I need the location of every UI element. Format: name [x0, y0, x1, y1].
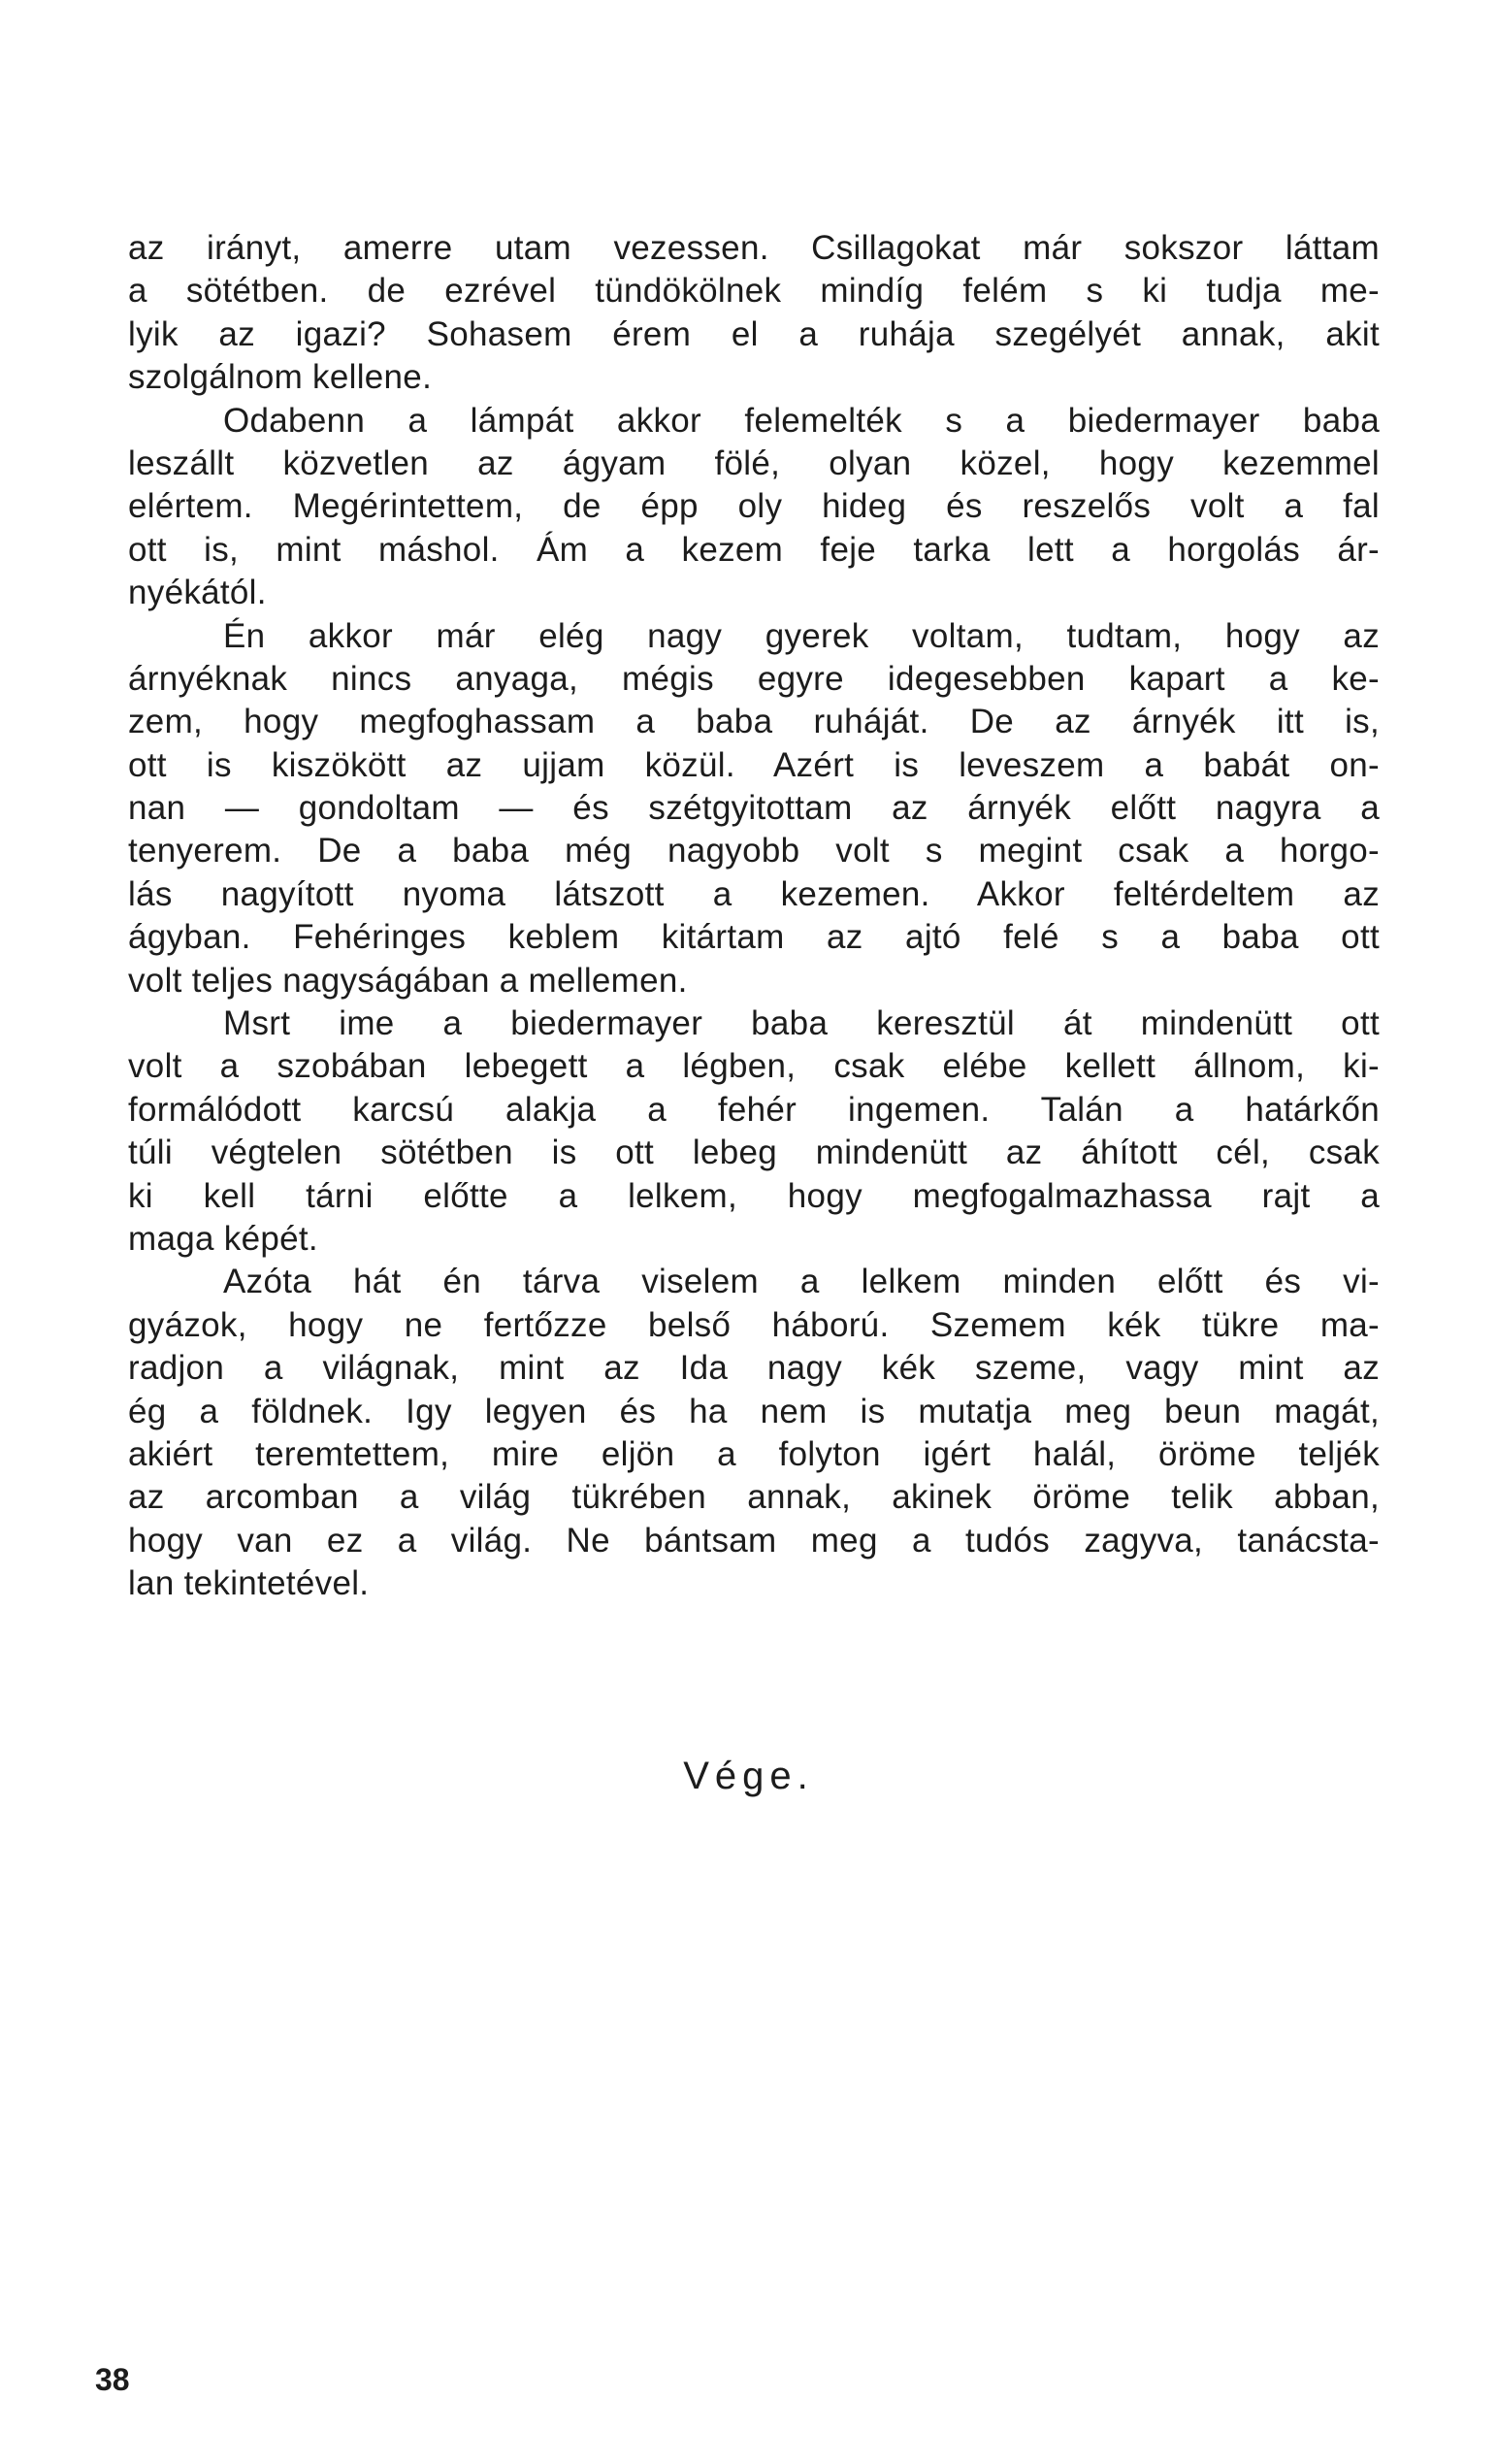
text-line: hogy van ez a világ. Ne bántsam meg a tudós zagyva, tanácsta- — [128, 1521, 1380, 1560]
page-number: 38 — [95, 2362, 130, 2397]
text-line: Odabenn a lámpát akkor felemelték s a biedermayer baba — [223, 401, 1380, 440]
text-line: túli végtelen sötétben is ott lebeg mindenütt az áhított cél, csak — [128, 1133, 1380, 1172]
text-line: zem, hogy megfoghassam a baba ruháját. De az árnyék itt is, — [128, 703, 1380, 741]
text-line: szolgálnom kellene. — [128, 358, 433, 397]
text-line: volt teljes nagyságában a mellemen. — [128, 961, 688, 1000]
text-line: nyékától. — [128, 574, 267, 612]
text-line: gyázok, hogy ne fertőzze belső háború. Szemem kék tükre ma- — [128, 1305, 1380, 1344]
text-line: árnyéknak nincs anyaga, mégis egyre idegesebben kapart a ke- — [128, 659, 1380, 698]
text-line: formálódott karcsú alakja a fehér ingemen. Talán a határkőn — [128, 1090, 1380, 1129]
text-line: lás nagyított nyoma látszott a kezemen. Akkor feltérdeltem az — [128, 874, 1380, 913]
body-text — [128, 227, 1380, 1606]
text-line: radjon a világnak, mint az Ida nagy kék szeme, vagy mint az — [128, 1349, 1380, 1388]
text-line: a sötétben. de ezrével tündökölnek mindíg felém s ki tudja me- — [128, 272, 1380, 311]
text-line: ki kell tárni előtte a lelkem, hogy megfogalmazhassa rajt a — [128, 1176, 1380, 1215]
text-line: ég a földnek. Igy legyen és ha nem is mutatja meg beun magát, — [128, 1392, 1380, 1430]
ending-label: Vége. — [683, 1755, 814, 1797]
text-line: Msrt ime a biedermayer baba keresztül át mindenütt ott — [223, 1004, 1380, 1043]
text-line: Azóta hát én tárva viselem a lelkem minden előtt és vi- — [223, 1263, 1380, 1301]
text-line: maga képét. — [128, 1219, 318, 1258]
text-line: elértem. Megérintettem, de épp oly hideg és reszelős volt a fal — [128, 487, 1380, 526]
text-line: Én akkor már elég nagy gyerek voltam, tudtam, hogy az — [223, 616, 1380, 655]
text-line: ott is kiszökött az ujjam közül. Azért is leveszem a babát on- — [128, 745, 1380, 784]
text-line: ágyban. Fehéringes keblem kitártam az ajtó felé s a baba ott — [128, 918, 1380, 957]
text-line: az arcomban a világ tükrében annak, akinek öröme telik abban, — [128, 1478, 1380, 1517]
text-line: akiért teremtettem, mire eljön a folyton igért halál, öröme teljék — [128, 1434, 1380, 1473]
text-line: leszállt közvetlen az ágyam fölé, olyan közel, hogy kezemmel — [128, 444, 1380, 482]
text-line: lyik az igazi? Sohasem érem el a ruhája szegélyét annak, akit — [128, 314, 1380, 353]
text-line: ott is, mint máshol. Ám a kezem feje tarka lett a horgolás ár- — [128, 530, 1380, 569]
text-line: tenyerem. De a baba még nagyobb volt s megint csak a horgo- — [128, 832, 1380, 871]
text-line: lan tekintetével. — [128, 1564, 370, 1603]
text-line: nan — gondoltam — és szétgyitottam az árnyék előtt nagyra a — [128, 789, 1380, 828]
text-line: volt a szobában lebegett a légben, csak elébe kellett állnom, ki- — [128, 1047, 1380, 1086]
text-line: az irányt, amerre utam vezessen. Csillagokat már sokszor láttam — [128, 229, 1380, 267]
